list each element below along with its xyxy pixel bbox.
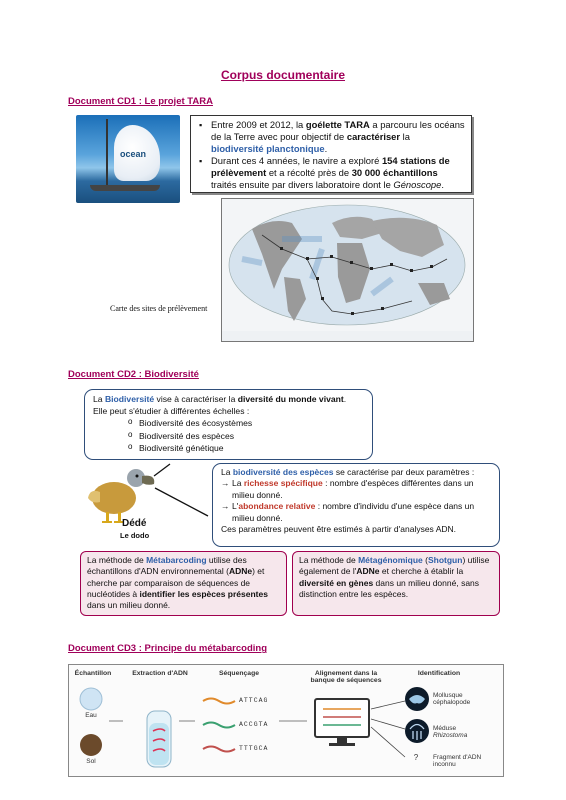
parameter-richness: → La richesse spécifique : nombre d'espèces différentes dans un milieu donné.: [221, 478, 491, 501]
cd1-text-box: [190, 115, 472, 193]
sequence-3: TTTGCA: [239, 745, 269, 752]
sequence-1: ATTCAG: [239, 697, 269, 704]
label-sol: Sol: [86, 758, 96, 765]
page-title: Corpus documentaire: [220, 68, 346, 82]
map-caption: Carte des sites de prélèvement: [110, 304, 208, 313]
id-meduse: Méduse Rhizostoma: [433, 725, 468, 739]
dodo-name: Dédé: [122, 518, 147, 529]
cd1-bullet-2: ▪ Durant ces 4 années, le navire a exploré 154 stations de prélèvement et a récolté près de 30 000 échantillons traités ensuite par divers laboratoire dont le Génoscope.: [211, 155, 465, 191]
biodiversity-box: La Biodiversité vise à caractériser la diversité du monde vivant. Elle peut s'étudier à différentes échelles : o Biodiversité des écosystèmes o Biodiversité des espèces o Biodiversité génétique: [84, 389, 373, 460]
cd2-heading: Document CD2 : Biodiversité: [68, 369, 199, 380]
unknown-mark: ?: [413, 753, 419, 762]
scale-item: o Biodiversité des espèces: [139, 430, 364, 442]
metabarcoding-diagram: Échantillon Extraction d'ADN Séquençage Alignement dans la banque de séquences Identification Eau Sol ATTCAG ACCGTA TTTGCA Mollusque céphalopode Méduse Rhizostoma ? Fragment d'ADN inconnu: [68, 664, 504, 777]
dodo-illustration: [80, 458, 215, 538]
label-eau: Eau: [85, 712, 97, 719]
sequence-2: ACCGTA: [239, 721, 269, 728]
metagenomics-box: La méthode de Métagénomique (Shotgun) utilise également de l'ADNe et cherche à établir la diversité en gènes dans un milieu donné, sans distinction entre les espèces.: [292, 551, 500, 616]
metabarcoding-box: La méthode de Métabarcoding utilise des échantillons d'ADN environnemental (ADNe) et cherche par comparaison de séquences de nucléotides à identifier les espèces présentes dans un milieu donné.: [80, 551, 287, 616]
scale-item: o Biodiversité génétique: [139, 442, 364, 454]
id-fragment: Fragment d'ADN inconnu: [433, 754, 482, 768]
tara-photo: [76, 115, 180, 203]
dodo-subtitle: Le dodo: [120, 531, 150, 540]
cd3-heading: Document CD3 : Principe du métabarcoding: [68, 643, 267, 654]
scale-item: o Biodiversité des écosystèmes: [139, 417, 364, 429]
sail-logo: ocean: [120, 149, 147, 159]
sampling-map: [221, 198, 474, 342]
cd1-heading: Document CD1 : Le projet TARA: [68, 96, 213, 107]
id-mollusque: Mollusque céphalopode: [433, 692, 471, 706]
species-biodiversity-box: La biodiversité des espèces se caractérise par deux paramètres : → La richesse spécifique : nombre d'espèces différentes dans un milieu donné. → L'abondance relative : nombre d'individu d'une espèce dans un milieu donné. Ces paramètres peuvent être estimés à partir d'analyses ADN.: [212, 463, 500, 547]
parameter-abundance: → L'abondance relative : nombre d'individu d'une espèce dans un milieu donné.: [221, 501, 491, 524]
cd1-bullet-1: ▪ Entre 2009 et 2012, la goélette TARA a parcouru les océans de la Terre avec pour objectif de caractériser la biodiversité planctonique.: [211, 119, 465, 155]
